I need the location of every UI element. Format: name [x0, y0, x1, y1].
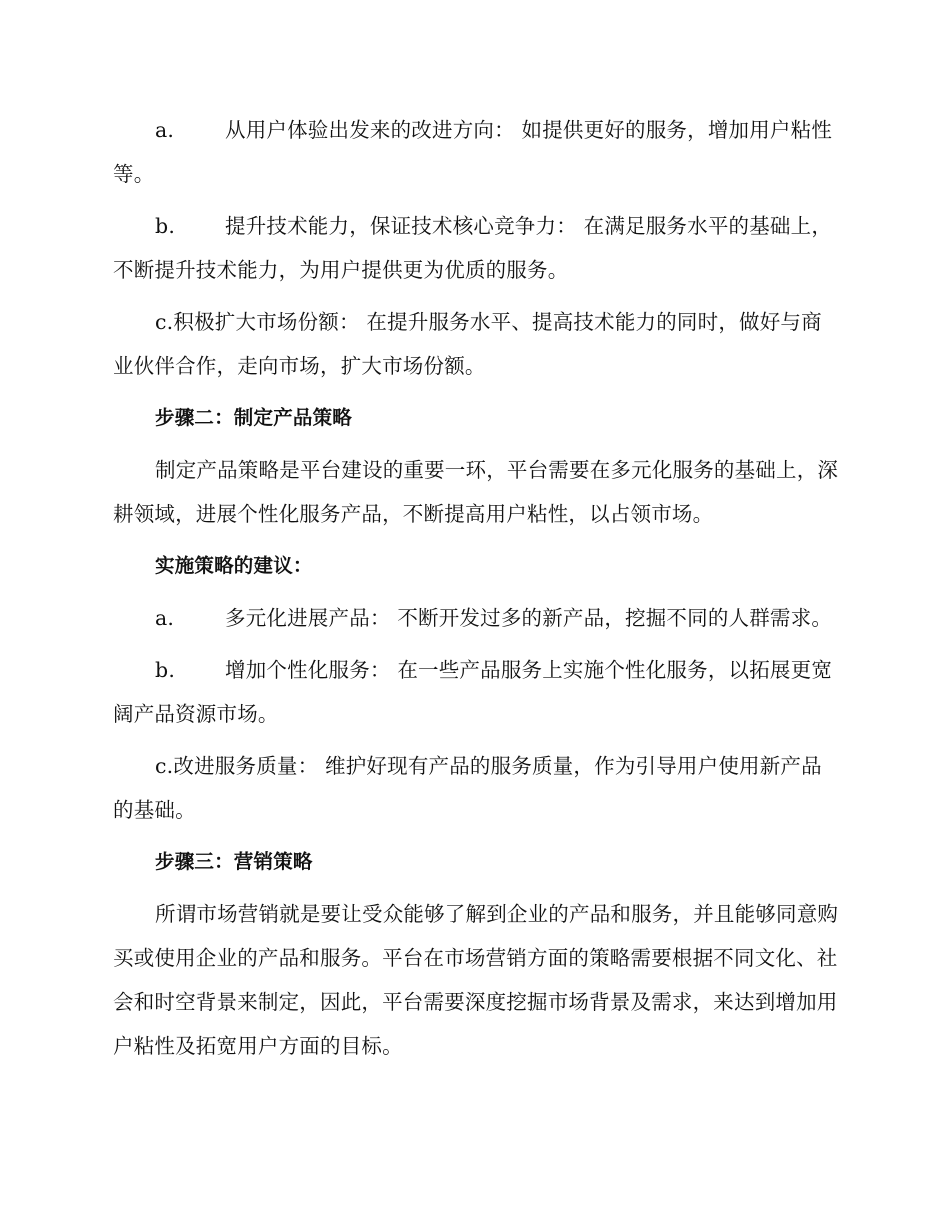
section-heading: 步骤二：制定产品策略	[155, 406, 353, 429]
list-item-text: 积极扩大市场份额： 在提升服务水平、提高技术能力的同时，做好与商业伙伴合作，走向市场，扩大市场份额。	[113, 310, 822, 378]
list-marker: c.	[155, 310, 174, 334]
list-item-a	[113, 108, 840, 196]
body-paragraph: 制定产品策略是平台建设的重要一环，平台需要在多元化服务的基础上，深耕领域，进展个性化服务产品，不断提高用户粘性，以占领市场。	[113, 458, 839, 526]
list-item-text: 改进服务质量： 维护好现有产品的服务质量，作为引导用户使用新产品的基础。	[113, 754, 822, 822]
list-item-text: 从用户体验出发来的改进方向： 如提供更好的服务，增加用户粘性等。	[113, 118, 833, 186]
list-item-c	[113, 300, 840, 388]
list-item-b	[113, 648, 840, 736]
list-item-c	[113, 744, 840, 832]
list-marker: a.	[155, 118, 175, 142]
list-marker: b.	[155, 658, 176, 682]
list-item-text: 提升技术能力，保证技术核心竞争力： 在满足服务水平的基础上，不断提升技术能力，为用户提供更为优质的服务。	[113, 214, 833, 282]
list-marker: c.	[155, 754, 174, 778]
list-item-text: 增加个性化服务： 在一些产品服务上实施个性化服务，以拓展更宽阔产品资源市场。	[113, 658, 833, 726]
list-item-text: 多元化进展产品： 不断开发过多的新产品，挖掘不同的人群需求。	[225, 606, 833, 630]
document-body	[113, 108, 840, 1076]
list-marker: b.	[155, 214, 176, 238]
body-paragraph: 所谓市场营销就是要让受众能够了解到企业的产品和服务，并且能够同意购买或使用企业的产品和服务。平台在市场营销方面的策略需要根据不同文化、社会和时空背景来制定，因此，平台需要深度挖掘市场背景及需求，来达到增加用户粘性及拓宽用户方面的目标。	[113, 902, 839, 1058]
list-item-a	[113, 596, 840, 640]
list-marker: a.	[155, 606, 175, 630]
section-heading: 步骤三：营销策略	[155, 850, 313, 873]
list-item-b	[113, 204, 840, 292]
section-heading: 实施策略的建议：	[155, 554, 313, 577]
